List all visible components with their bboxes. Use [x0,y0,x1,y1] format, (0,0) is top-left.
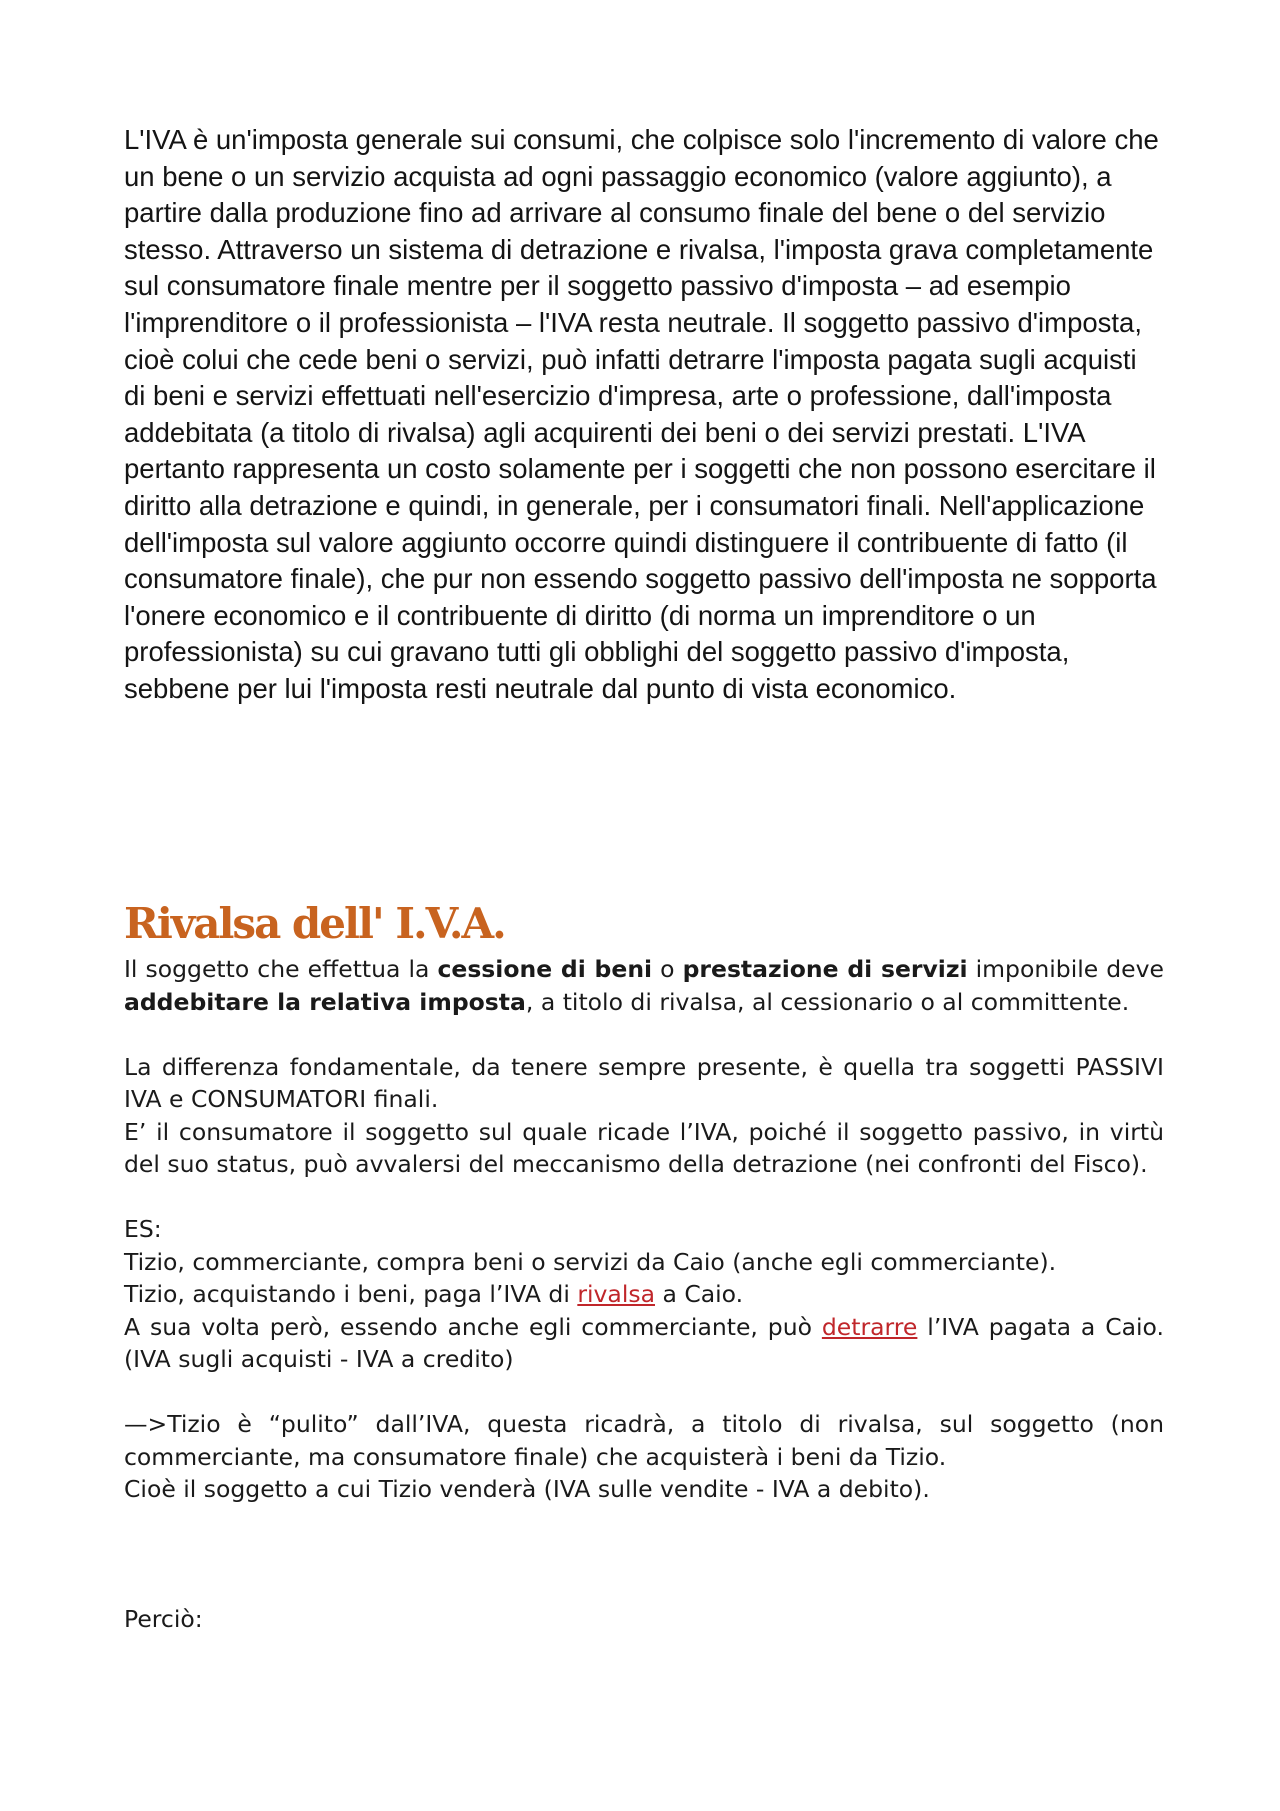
detrarre-link[interactable]: detrarre [821,1312,918,1341]
closing-label: Perciò: [124,1604,203,1633]
example-line-1: Tizio, commerciante, compra beni o servizi da Caio (anche egli commerciante). [124,1247,1057,1276]
text-run: Il soggetto che effettua la [124,955,438,983]
bold-term-prestazione: prestazione di servizi [682,955,968,983]
text-run: l’IVA pagata a Caio. (IVA sugli acquisti - IVA a credito) [124,1312,1164,1373]
text-run: o [652,955,683,983]
bold-term-cessione: cessione di beni [437,955,653,983]
difference-paragraph: La differenza fondamentale, da tenere sempre presente, è quella tra soggetti PASSIVI IVA e CONSUMATORI finali. [124,1052,1164,1113]
consumer-paragraph: E’ il consumatore il soggetto sul quale ricade l’IVA, poiché il soggetto passivo, in virtù del suo status, può avvalersi del meccanismo della detrazione (nei confronti del Fisco). [124,1117,1164,1178]
intro-paragraph: L'IVA è un'imposta generale sui consumi, che colpisce solo l'incremento di valore che un bene o un servizio acquista ad ogni passaggio economico (valore aggiunto), a partire dalla produzione fino ad arrivare al consumo finale del bene o del servizio stesso. Attraverso un sistema di detrazione e rivalsa, l'imposta grava completamente sul consumatore finale mentre per il soggetto passivo d'imposta – ad esempio l'imprenditore o il professionista – l'IVA resta neutrale. Il soggetto passivo d'imposta, cioè colui che cede beni o servizi, può infatti detrarre l'imposta pagata sugli acquisti di beni e servizi effettuati nell'esercizio d'impresa, arte o professione, dall'imposta addebitata (a titolo di rivalsa) agli acquirenti dei beni o dei servizi prestati. L'IVA pertanto rappresenta un costo solamente per i soggetti che non possono esercitare il diritto alla detrazione e quindi, in generale, per i consumatori finali. Nell'applicazione dell'imposta sul valore aggiunto occorre quindi distinguere il contribuente di fatto (il consumatore finale), che pur non essendo soggetto passivo dell'imposta ne sopporta l'onere economico e il contribuente di diritto (di norma un imprenditore o un professionista) su cui gravano tutti gli obblighi del soggetto passivo d'imposta, sebbene per lui l'imposta resti neutrale dal punto di vista economico. [124,124,1159,704]
example-conclusion: —>Tizio è “pulito” dall’IVA, questa ricadrà, a titolo di rivalsa, sul soggetto (non commerciante, ma consumatore finale) che acquisterà i beni da Tizio. [124,1410,1164,1471]
text-run: a Caio. [655,1280,744,1308]
rivalsa-definition-paragraph [124,953,1164,1018]
text-run: imponibile deve [967,955,1164,983]
section-heading: Rivalsa dell' I.V.A. [124,899,505,948]
example-sale-line: Cioè il soggetto a cui Tizio venderà (IVA sulle vendite - IVA a debito). [124,1475,930,1503]
example-line-3 [124,1311,1164,1376]
section-body [124,953,1164,1635]
bold-term-addebitare: addebitare la relativa imposta [124,987,526,1016]
text-run: Tizio, acquistando i beni, paga l’IVA di [124,1280,578,1308]
example-label: ES: [124,1215,162,1243]
text-run: A sua volta però, essendo anche egli commerciante, può [124,1312,822,1341]
text-run: , a titolo di rivalsa, al cessionario o al committente. [525,987,1130,1016]
rivalsa-link[interactable]: rivalsa [577,1280,655,1308]
example-line-2 [124,1278,1164,1311]
